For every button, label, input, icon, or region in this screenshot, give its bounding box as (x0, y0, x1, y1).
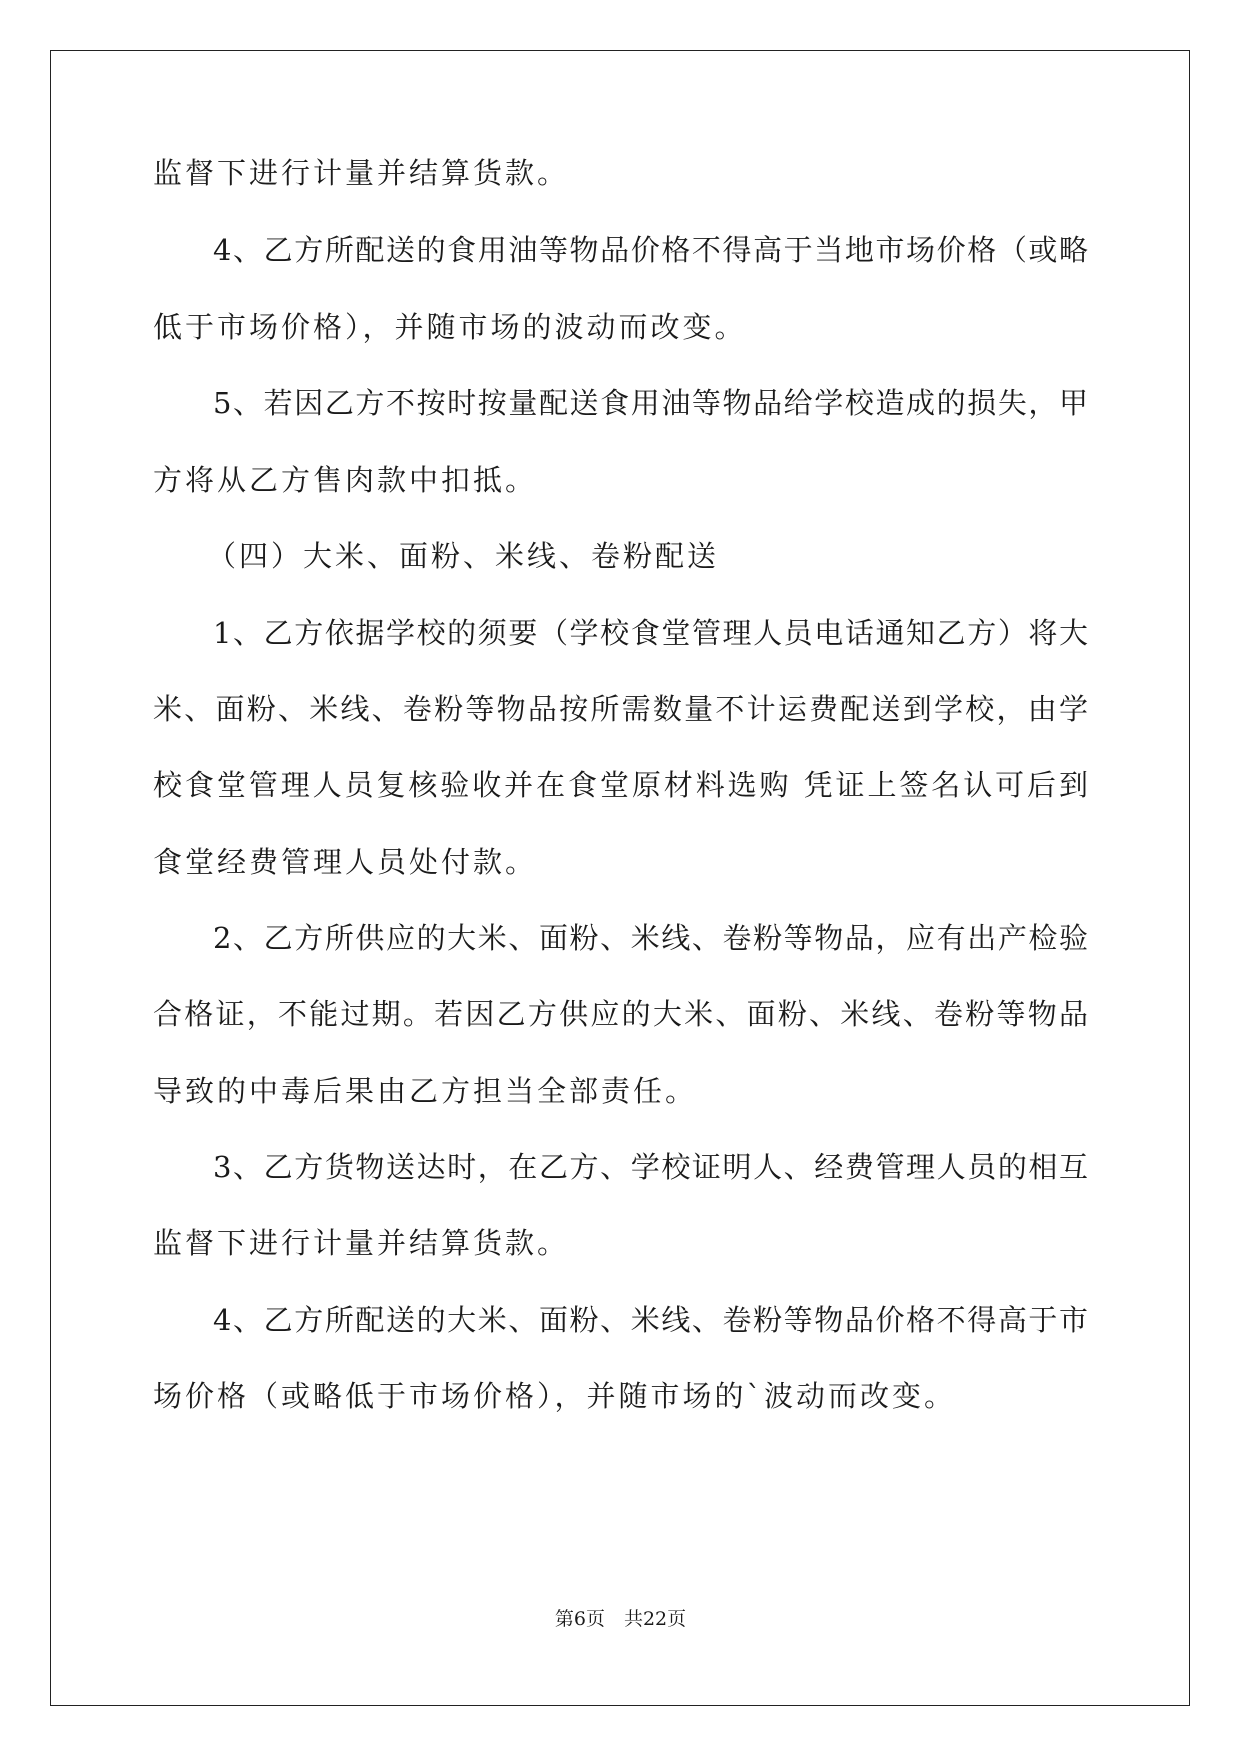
text-line: 4、乙方所配送的食用油等物品价格不得高于当地市场价格（或略 (213, 233, 1088, 267)
text-line: 3、乙方货物送达时，在乙方、学校证明人、经费管理人员的相互 (213, 1150, 1088, 1184)
page-number-footer: 第6页 共22页 (554, 1608, 687, 1630)
text-line: 校食堂管理人员复核验收并在食堂原材料选购 凭证上签名认可后到 (153, 768, 1088, 802)
text-line: 方将从乙方售肉款中扣抵。 (153, 463, 538, 497)
text-line: 低于市场价格），并随市场的波动而改变。 (153, 310, 747, 344)
text-line: 米、面粉、米线、卷粉等物品按所需数量不计运费配送到学校，由学 (153, 692, 1088, 726)
section-heading: （四）大米、面粉、米线、卷粉配送 (207, 539, 720, 573)
text-line: 监督下进行计量并结算货款。 (153, 1226, 570, 1260)
text-line: 4、乙方所配送的大米、面粉、米线、卷粉等物品价格不得高于市 (213, 1303, 1088, 1337)
text-line: 监督下进行计量并结算货款。 (153, 156, 570, 190)
text-line: 导致的中毒后果由乙方担当全部责任。 (153, 1074, 698, 1108)
text-line: 合格证，不能过期。若因乙方供应的大米、面粉、米线、卷粉等物品 (153, 997, 1088, 1031)
text-line: 场价格（或略低于市场价格），并随市场的`波动而改变。 (153, 1379, 957, 1413)
text-line: 1、乙方依据学校的须要（学校食堂管理人员电话通知乙方）将大 (213, 616, 1088, 650)
text-line: 食堂经费管理人员处付款。 (153, 845, 538, 879)
text-line: 2、乙方所供应的大米、面粉、米线、卷粉等物品，应有出产检验 (213, 921, 1088, 955)
text-line: 5、若因乙方不按时按量配送食用油等物品给学校造成的损失，甲 (213, 386, 1088, 420)
